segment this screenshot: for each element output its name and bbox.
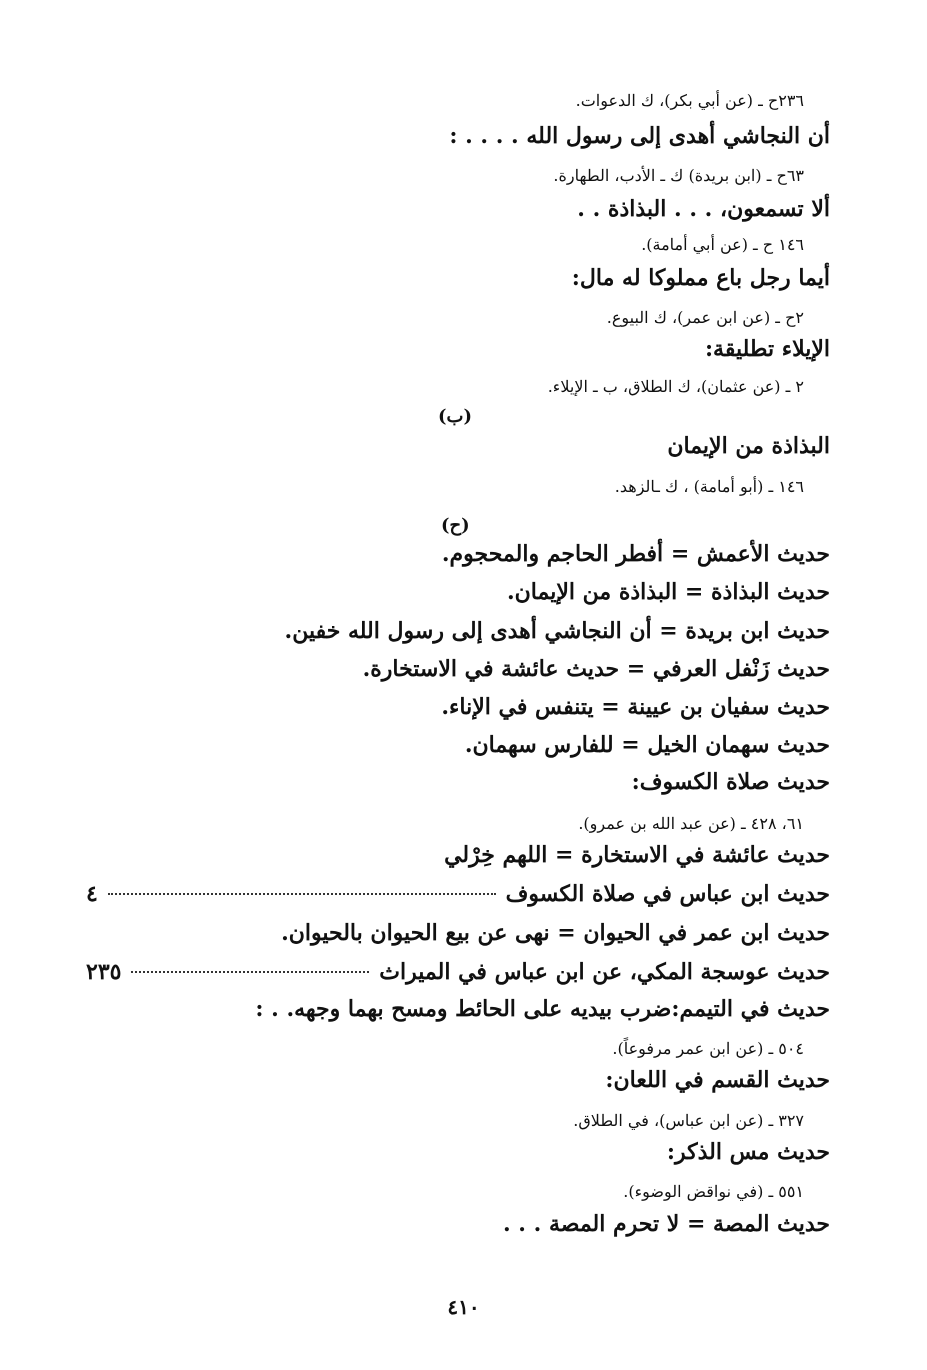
reference-line: ٥٥١ ـ (في نواقض الوضوء).	[623, 1182, 804, 1201]
reference-line: ٢٣٦ح ـ (عن أبي بكر)، ك الدعوات.	[575, 91, 804, 110]
reference-line: ١٤٦ ـ (أبو أمامة) ، ك ـالزهد.	[614, 477, 804, 496]
dot-leader	[108, 893, 496, 895]
reference-line: ١٤٦ ح ـ (عن أبي أمامة).	[641, 235, 804, 254]
hadith-entry: أن النجاشي أهدى إلى رسول الله . . . . :	[449, 123, 830, 149]
hadith-entry: حديث عوسجة المكي، عن ابن عباس في الميراث	[379, 959, 830, 985]
section-heading-b: (ب)	[438, 406, 472, 427]
hadith-entry: حديث سهمان الخيل = للفارس سهمان.	[464, 732, 830, 758]
hadith-entry: حديث ابن بريدة = أن النجاشي أهدى إلى رسول الله خفين.	[284, 618, 830, 644]
hadith-entry: حديث مس الذكر:	[666, 1139, 830, 1165]
hadith-entry: حديث ابن عباس في صلاة الكسوف	[505, 881, 830, 907]
dot-leader	[131, 971, 369, 973]
hadith-entry: حديث سفيان بن عيينة = يتنفس في الإناء.	[441, 694, 830, 720]
hadith-entry: الإيلاء تطليقة:	[704, 336, 830, 362]
hadith-entry: حديث في التيمم:ضرب بيديه على الحائط ومسح بهما وجهه. . :	[255, 996, 830, 1022]
hadith-entry: حديث ابن عمر في الحيوان = نهى عن بيع الحيوان بالحيوان.	[281, 920, 830, 946]
hadith-entry: حديث المصة = لا تحرم المصة . . .	[502, 1211, 830, 1237]
hadith-entry: حديث الأعمش = أفطر الحاجم والمحجوم.	[441, 541, 830, 567]
hadith-entry: حديث صلاة الكسوف:	[631, 769, 830, 795]
index-entry-with-page	[86, 959, 830, 985]
reference-line: ٢ح ـ (عن ابن عمر)، ك البيوع.	[606, 308, 804, 327]
index-entry-with-page	[86, 881, 830, 907]
hadith-entry: ألا تسمعون، . . . البذاذة . .	[577, 196, 830, 222]
page-reference: ٤	[86, 881, 98, 907]
reference-line: ٣٢٧ ـ (عن ابن عباس)، في الطلاق.	[573, 1111, 804, 1130]
hadith-entry: حديث البذاذة = البذاذة من الإيمان.	[506, 579, 830, 605]
reference-line: ٦٣ح ـ (ابن بريدة) ك ـ الأدب، الطهارة.	[553, 166, 804, 185]
reference-line: ٦١، ٤٢٨ ـ (عن عبد الله بن عمرو).	[578, 814, 804, 833]
page-reference: ٢٣٥	[86, 959, 122, 985]
reference-line: ٥٠٤ ـ (عن ابن عمر مرفوعاً).	[612, 1039, 804, 1058]
hadith-entry: أيما رجل باع مملوكا له مال:	[571, 265, 830, 291]
hadith-entry: حديث زَنْفل العرفي = حديث عائشة في الاستخارة.	[362, 656, 830, 682]
hadith-entry: البذاذة من الإيمان	[667, 433, 830, 459]
section-heading-h: (ح)	[441, 515, 470, 536]
hadith-entry: حديث القسم في اللعان:	[605, 1067, 830, 1093]
hadith-entry: حديث عائشة في الاستخارة = اللهم خِرْلي	[444, 842, 830, 868]
page-number: ٤١٠	[447, 1295, 480, 1319]
reference-line: ٢ ـ (عن عثمان)، ك الطلاق، ب ـ الإيلاء.	[547, 377, 804, 396]
